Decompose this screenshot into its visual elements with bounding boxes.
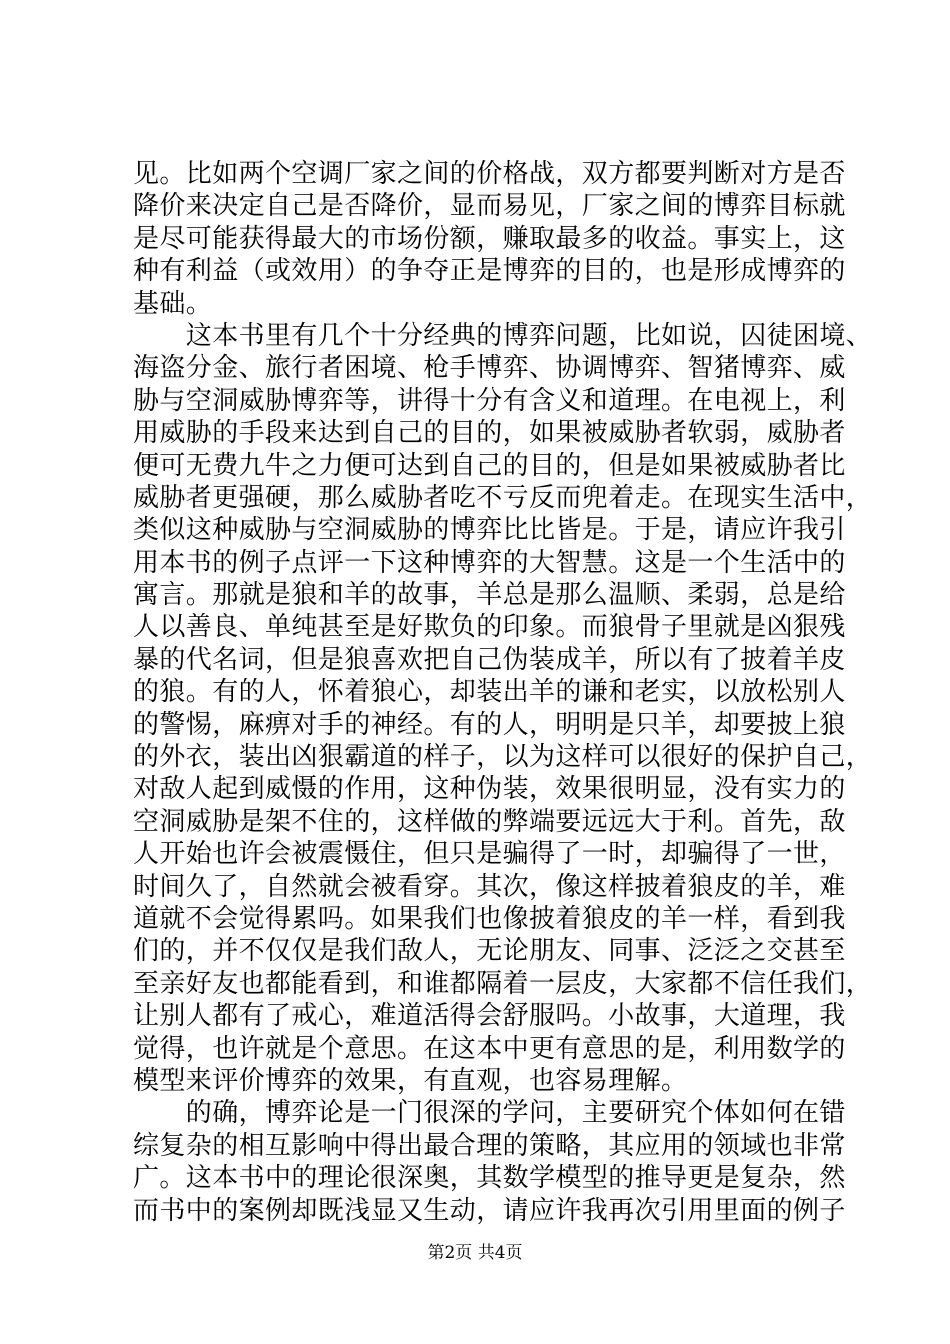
text-line: 用威胁的手段来达到自己的目的，如果被威胁者软弱，威胁者: [133, 418, 846, 449]
text-line: 见。比如两个空调厂家之间的价格战，双方都要判断对方是否: [133, 159, 846, 189]
text-line: 觉得，也许就是个意思。在这本中更有意思的是，利用数学的: [133, 1033, 846, 1064]
text-line: 类似这种威胁与空洞威胁的博弈比比皆是。于是，请应许我引: [133, 515, 846, 546]
text-line: 便可无费九牛之力便可达到自己的目的，但是如果被威胁者比: [133, 450, 846, 481]
text-line: 模型来评价博弈的效果，有直观，也容易理解。: [133, 1065, 688, 1096]
text-line: 至亲好友也都能看到，和谁都隔着一层皮，大家都不信任我们，: [133, 968, 873, 999]
text-line: 的警惕，麻痹对手的神经。有的人，明明是只羊，却要披上狼: [133, 709, 846, 740]
body-text: [133, 158, 873, 1227]
text-line: 而书中的案例却既浅显又生动，请应许我再次引用里面的例子: [133, 1195, 846, 1226]
text-line: 广。这本书中的理论很深奥，其数学模型的推导更是复杂，然: [133, 1163, 846, 1194]
text-line: 威胁者更强硬，那么威胁者吃不亏反而兜着走。在现实生活中，: [133, 482, 873, 513]
text-line: 这本书里有几个十分经典的博弈问题，比如说，囚徒困境、: [133, 320, 873, 351]
text-line: 种有利益（或效用）的争夺正是博弈的目的，也是形成博弈的: [133, 256, 846, 287]
text-line: 降价来决定自己是否降价，显而易见，厂家之间的博弈目标就: [133, 191, 846, 222]
text-line: 胁与空洞威胁博弈等，讲得十分有含义和道理。在电视上，利: [133, 385, 846, 416]
text-line: 用本书的例子点评一下这种博弈的大智慧。这是一个生活中的: [133, 547, 846, 578]
text-line: 的确，博弈论是一门很深的学问，主要研究个体如何在错: [133, 1098, 846, 1129]
text-line: 时间久了，自然就会被看穿。其次，像这样披着狼皮的羊，难: [133, 871, 846, 902]
text-line: 空洞威胁是架不住的，这样做的弊端要远远大于利。首先，敌: [133, 806, 846, 837]
text-line: 人以善良、单纯甚至是好欺负的印象。而狼骨子里就是凶狠残: [133, 612, 846, 643]
text-line: 人开始也许会被震慑住，但只是骗得了一时，却骗得了一世，: [133, 839, 846, 870]
text-line: 让别人都有了戒心，难道活得会舒服吗。小故事，大道理，我: [133, 1001, 846, 1032]
text-line: 寓言。那就是狼和羊的故事，羊总是那么温顺、柔弱，总是给: [133, 580, 846, 611]
text-line: 综复杂的相互影响中得出最合理的策略，其应用的领域也非常: [133, 1130, 846, 1161]
text-line: 基础。: [133, 288, 213, 319]
text-line: 对敌人起到威慑的作用，这种伪装，效果很明显，没有实力的: [133, 774, 846, 805]
text-line: 的外衣，装出凶狠霸道的样子，以为这样可以很好的保护自己，: [133, 742, 873, 773]
text-line: 海盗分金、旅行者困境、枪手博弈、协调博弈、智猪博弈、威: [133, 353, 846, 384]
page-footer: 第2页 共4页: [427, 1243, 523, 1263]
text-line: 是尽可能获得最大的市场份额，赚取最多的收益。事实上，这: [133, 223, 846, 254]
text-line: 们的，并不仅仅是我们敌人，无论朋友、同事、泛泛之交甚至: [133, 936, 846, 967]
text-line: 道就不会觉得累吗。如果我们也像披着狼皮的羊一样，看到我: [133, 903, 846, 934]
text-line: 暴的代名词，但是狼喜欢把自己伪装成羊，所以有了披着羊皮: [133, 644, 846, 675]
text-line: 的狼。有的人，怀着狼心，却装出羊的谦和老实，以放松别人: [133, 677, 846, 708]
